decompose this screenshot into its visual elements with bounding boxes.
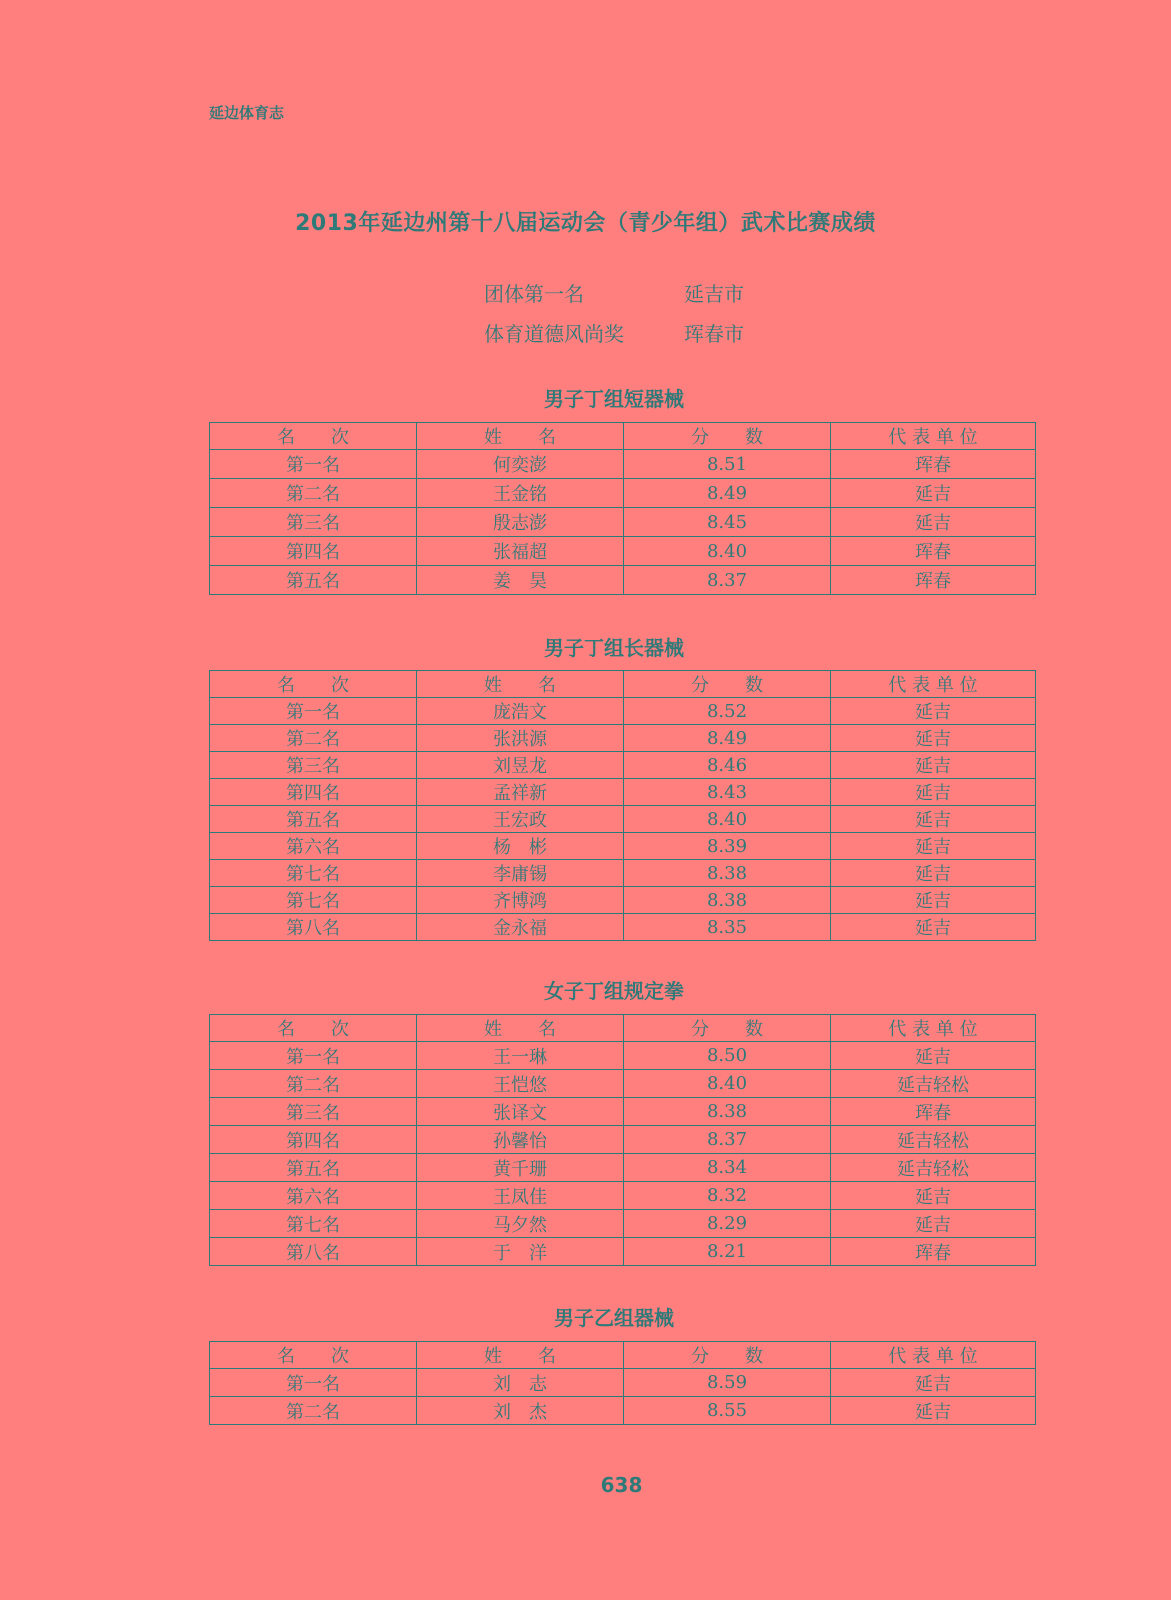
name-cell: 张译文 — [417, 1098, 624, 1126]
name-cell: 王宏政 — [417, 806, 624, 833]
unit-cell: 珲春 — [831, 537, 1036, 566]
rank-cell: 第二名 — [210, 1397, 417, 1425]
table-row — [210, 1154, 1036, 1182]
table-row — [210, 779, 1036, 806]
score-cell: 8.40 — [624, 806, 831, 833]
unit-cell: 珲春 — [831, 566, 1036, 595]
rank-cell: 第二名 — [210, 1070, 417, 1098]
unit-cell: 延吉 — [831, 698, 1036, 725]
section-title: 男子乙组器械 — [554, 1306, 674, 1330]
unit-cell: 延吉 — [831, 1369, 1036, 1397]
name-cell: 庞浩文 — [417, 698, 624, 725]
score-cell: 8.32 — [624, 1182, 831, 1210]
name-cell: 殷志澎 — [417, 508, 624, 537]
name-cell: 马夕然 — [417, 1210, 624, 1238]
name-cell: 姜 昊 — [417, 566, 624, 595]
page-number: 638 — [600, 1473, 643, 1497]
name-cell: 王恺悠 — [417, 1070, 624, 1098]
unit-cell: 延吉 — [831, 1397, 1036, 1425]
column-header-name: 姓 名 — [417, 1015, 624, 1042]
table-row — [210, 1098, 1036, 1126]
column-header-score: 分 数 — [624, 1015, 831, 1042]
unit-cell: 延吉 — [831, 1182, 1036, 1210]
rank-cell: 第一名 — [210, 1369, 417, 1397]
award-row — [484, 312, 744, 352]
results-table — [209, 670, 1036, 941]
rank-cell: 第五名 — [210, 1154, 417, 1182]
column-header-unit: 代 表 单 位 — [831, 671, 1036, 698]
score-cell: 8.52 — [624, 698, 831, 725]
section-title: 女子丁组规定拳 — [544, 979, 684, 1003]
rank-cell: 第五名 — [210, 566, 417, 595]
table-row — [210, 1126, 1036, 1154]
column-header-score: 分 数 — [624, 1342, 831, 1369]
table-row — [210, 479, 1036, 508]
table-row — [210, 860, 1036, 887]
name-cell: 杨 彬 — [417, 833, 624, 860]
rank-cell: 第一名 — [210, 698, 417, 725]
name-cell: 刘昱龙 — [417, 752, 624, 779]
column-header-score: 分 数 — [624, 423, 831, 450]
table-row — [210, 1042, 1036, 1070]
score-cell: 8.29 — [624, 1210, 831, 1238]
results-table — [209, 1341, 1036, 1425]
column-header-unit: 代 表 单 位 — [831, 423, 1036, 450]
table-row — [210, 1238, 1036, 1266]
rank-cell: 第三名 — [210, 508, 417, 537]
rank-cell: 第二名 — [210, 725, 417, 752]
column-header-name: 姓 名 — [417, 671, 624, 698]
score-cell: 8.43 — [624, 779, 831, 806]
results-table — [209, 422, 1036, 595]
table-row — [210, 833, 1036, 860]
table-row — [210, 1210, 1036, 1238]
table-row — [210, 566, 1036, 595]
unit-cell: 延吉轻松 — [831, 1126, 1036, 1154]
column-header-rank: 名 次 — [210, 1015, 417, 1042]
score-cell: 8.37 — [624, 1126, 831, 1154]
score-cell: 8.50 — [624, 1042, 831, 1070]
score-cell: 8.51 — [624, 450, 831, 479]
name-cell: 李庸锡 — [417, 860, 624, 887]
score-cell: 8.49 — [624, 725, 831, 752]
table-row — [210, 1070, 1036, 1098]
running-header: 延边体育志 — [209, 104, 285, 122]
score-cell: 8.39 — [624, 833, 831, 860]
table-row — [210, 450, 1036, 479]
name-cell: 王一琳 — [417, 1042, 624, 1070]
name-cell: 金永福 — [417, 914, 624, 941]
rank-cell: 第八名 — [210, 914, 417, 941]
section-title: 男子丁组长器械 — [544, 636, 684, 660]
score-cell: 8.38 — [624, 860, 831, 887]
table-row — [210, 725, 1036, 752]
unit-cell: 延吉 — [831, 779, 1036, 806]
rank-cell: 第一名 — [210, 450, 417, 479]
unit-cell: 延吉 — [831, 860, 1036, 887]
rank-cell: 第七名 — [210, 860, 417, 887]
table-header-row — [210, 423, 1036, 450]
results-table — [209, 1014, 1036, 1266]
name-cell: 刘 杰 — [417, 1397, 624, 1425]
table-row — [210, 887, 1036, 914]
unit-cell: 延吉 — [831, 887, 1036, 914]
score-cell: 8.59 — [624, 1369, 831, 1397]
table-row — [210, 537, 1036, 566]
table-header-row — [210, 671, 1036, 698]
name-cell: 孟祥新 — [417, 779, 624, 806]
column-header-rank: 名 次 — [210, 1342, 417, 1369]
score-cell: 8.34 — [624, 1154, 831, 1182]
column-header-name: 姓 名 — [417, 1342, 624, 1369]
name-cell: 王凤佳 — [417, 1182, 624, 1210]
rank-cell: 第六名 — [210, 833, 417, 860]
column-header-name: 姓 名 — [417, 423, 624, 450]
column-header-unit: 代 表 单 位 — [831, 1342, 1036, 1369]
name-cell: 齐博鸿 — [417, 887, 624, 914]
table-row — [210, 806, 1036, 833]
unit-cell: 延吉 — [831, 1042, 1036, 1070]
rank-cell: 第四名 — [210, 537, 417, 566]
column-header-rank: 名 次 — [210, 423, 417, 450]
name-cell: 黄千珊 — [417, 1154, 624, 1182]
score-cell: 8.45 — [624, 508, 831, 537]
unit-cell: 延吉 — [831, 725, 1036, 752]
name-cell: 张洪源 — [417, 725, 624, 752]
unit-cell: 延吉 — [831, 806, 1036, 833]
rank-cell: 第七名 — [210, 1210, 417, 1238]
rank-cell: 第六名 — [210, 1182, 417, 1210]
unit-cell: 延吉 — [831, 914, 1036, 941]
unit-cell: 延吉 — [831, 479, 1036, 508]
score-cell: 8.55 — [624, 1397, 831, 1425]
table-header-row — [210, 1342, 1036, 1369]
rank-cell: 第五名 — [210, 806, 417, 833]
page-title: 2013年延边州第十八届运动会（青少年组）武术比赛成绩 — [295, 211, 876, 236]
score-cell: 8.46 — [624, 752, 831, 779]
rank-cell: 第一名 — [210, 1042, 417, 1070]
column-header-unit: 代 表 单 位 — [831, 1015, 1036, 1042]
rank-cell: 第四名 — [210, 1126, 417, 1154]
score-cell: 8.38 — [624, 887, 831, 914]
rank-cell: 第三名 — [210, 752, 417, 779]
table-row — [210, 1182, 1036, 1210]
section-title: 男子丁组短器械 — [544, 387, 684, 411]
score-cell: 8.40 — [624, 537, 831, 566]
award-value: 延吉市 — [684, 281, 744, 306]
score-cell: 8.21 — [624, 1238, 831, 1266]
rank-cell: 第三名 — [210, 1098, 417, 1126]
unit-cell: 延吉 — [831, 1210, 1036, 1238]
name-cell: 王金铭 — [417, 479, 624, 508]
table-row — [210, 752, 1036, 779]
award-label: 团体第一名 — [484, 281, 584, 306]
column-header-score: 分 数 — [624, 671, 831, 698]
unit-cell: 延吉轻松 — [831, 1154, 1036, 1182]
unit-cell: 延吉轻松 — [831, 1070, 1036, 1098]
score-cell: 8.37 — [624, 566, 831, 595]
rank-cell: 第八名 — [210, 1238, 417, 1266]
table-header-row — [210, 1015, 1036, 1042]
name-cell: 刘 志 — [417, 1369, 624, 1397]
name-cell: 何奕澎 — [417, 450, 624, 479]
column-header-rank: 名 次 — [210, 671, 417, 698]
table-row — [210, 914, 1036, 941]
rank-cell: 第七名 — [210, 887, 417, 914]
unit-cell: 珲春 — [831, 1098, 1036, 1126]
award-row — [484, 272, 744, 312]
name-cell: 孙馨怡 — [417, 1126, 624, 1154]
score-cell: 8.40 — [624, 1070, 831, 1098]
rank-cell: 第四名 — [210, 779, 417, 806]
score-cell: 8.49 — [624, 479, 831, 508]
award-label: 体育道德风尚奖 — [484, 321, 624, 346]
unit-cell: 延吉 — [831, 833, 1036, 860]
score-cell: 8.38 — [624, 1098, 831, 1126]
table-row — [210, 508, 1036, 537]
rank-cell: 第二名 — [210, 479, 417, 508]
unit-cell: 延吉 — [831, 508, 1036, 537]
table-row — [210, 1397, 1036, 1425]
unit-cell: 延吉 — [831, 752, 1036, 779]
unit-cell: 珲春 — [831, 450, 1036, 479]
unit-cell: 珲春 — [831, 1238, 1036, 1266]
score-cell: 8.35 — [624, 914, 831, 941]
table-row — [210, 1369, 1036, 1397]
table-row — [210, 698, 1036, 725]
awards-block — [484, 272, 744, 352]
award-value: 珲春市 — [684, 321, 744, 346]
name-cell: 于 洋 — [417, 1238, 624, 1266]
name-cell: 张福超 — [417, 537, 624, 566]
